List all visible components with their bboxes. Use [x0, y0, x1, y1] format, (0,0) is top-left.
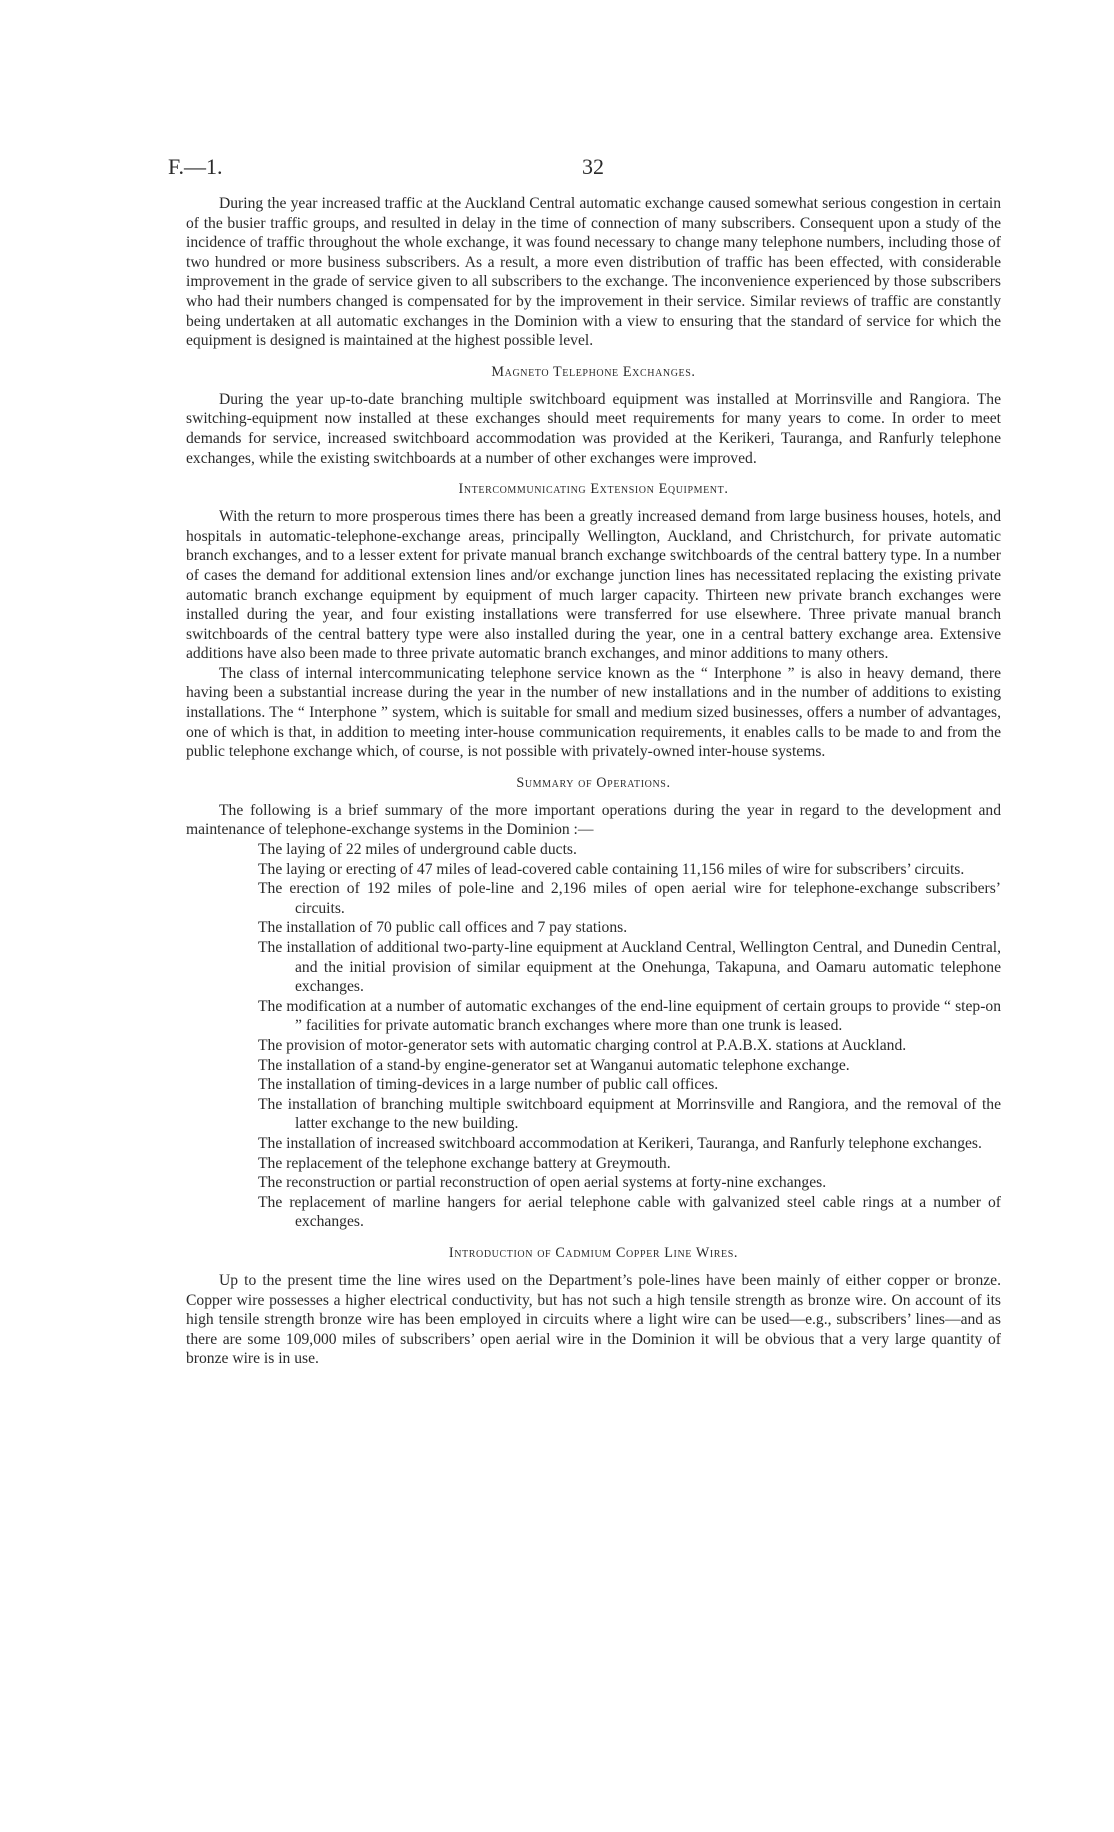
intercommunicating-paragraph-1: With the return to more prosperous times there has been a greatly increased demand from large business houses, hotels, and hospitals in automatic-telephone-exchange areas, principally Wellington, Auckland, and Christchurch, for private automatic branch exchanges, and to a lesser extent for private manual branch exchange switchboards of the central battery type. In a number of cases the demand for additional extension lines and/or exchange junction lines has necessitated replacing the existing private automatic branch exchange equipment by equipment of much larger capacity. Thirteen new private branch exchanges were installed during the year, and four existing installations were transferred for use elsewhere. Three private manual branch switchboards of the central battery type were also installed during the year, one in a central battery exchange area. Extensive additions have also been made to three private automatic branch exchanges, and minor additions to many others. [186, 508, 1001, 663]
summary-item: The replacement of the telephone exchange battery at Greymouth. [258, 1154, 671, 1172]
summary-item: The installation of timing-devices in a large number of public call offices. [258, 1076, 719, 1094]
page-header [168, 154, 1001, 194]
section-heading-intercommunicating: Intercommunicating Extension Equipment. [458, 481, 729, 498]
summary-item: The installation of 70 public call offices and 7 pay stations. [258, 919, 628, 937]
page-number: 32 [582, 154, 604, 179]
summary-item: The laying or erecting of 47 miles of lead-covered cable containing 11,156 miles of wire for subscribers’ circuits. [258, 860, 965, 878]
summary-item: The installation of a stand-by engine-generator set at Wanganui automatic telephone exchange. [258, 1056, 850, 1074]
summary-item: The reconstruction or partial reconstruction of open aerial systems at forty-nine exchanges. [258, 1174, 827, 1192]
section-heading-summary: Summary of Operations. [516, 774, 671, 791]
summary-item: The provision of motor-generator sets with automatic charging control at P.A.B.X. stations at Auckland. [258, 1036, 907, 1054]
summary-item: The erection of 192 miles of pole-line and 2,196 miles of open aerial wire for telephone-exchange subscribers’ circuits. [258, 880, 1001, 917]
summary-item: The installation of increased switchboard accommodation at Kerikeri, Tauranga, and Ranfurly telephone exchanges. [258, 1134, 982, 1152]
summary-item: The laying of 22 miles of underground cable ducts. [258, 841, 577, 859]
summary-list [186, 840, 1001, 1232]
section-heading-cadmium: Introduction of Cadmium Copper Line Wires. [448, 1244, 739, 1261]
magneto-paragraph: During the year up-to-date branching multiple switchboard equipment was installed at Morrinsville and Rangiora. The switching-equipment now installed at these exchanges should meet requirements for many years to come. In order to meet demands for service, increased switchboard accommodation was provided at the Kerikeri, Tauranga, and Ranfurly telephone exchanges, while the existing switchboards at a number of other exchanges were improved. [186, 390, 1001, 467]
summary-item: The modification at a number of automatic exchanges of the end-line equipment of certain groups to provide “ step-on ” facilities for private automatic branch exchanges where more than one trunk is leased. [258, 997, 1001, 1035]
document-page [168, 154, 1001, 1369]
section-heading-magneto: Magneto Telephone Exchanges. [491, 363, 696, 380]
cadmium-paragraph: Up to the present time the line wires used on the Department’s pole-lines have been mainly of either copper or bronze. Copper wire possesses a higher electrical conductivity, but has not such a high tensile strength as bronze wire. On account of its high tensile strength bronze wire has been employed in circuits where a light wire can be used—e.g., subscribers’ lines—and as there are some 109,000 miles of subscribers’ open aerial wire in the Dominion it will be obvious that a very large quantity of bronze wire is in use. [186, 1271, 1001, 1368]
intro-paragraph: During the year increased traffic at the Auckland Central automatic exchange caused somewhat serious congestion in certain of the busier traffic groups, and resulted in delay in the time of connection of many subscribers. Consequent upon a study of the incidence of traffic throughout the whole exchange, it was found necessary to change many telephone numbers, including those of two hundred or more business subscribers. As a result, a more even distribution of traffic has been effected, with considerable improvement in the grade of service given to all subscribers to the exchange. The inconvenience experienced by those subscribers who had their numbers changed is compensated for by the improvement in their service. Similar reviews of traffic are constantly being undertaken at all automatic exchanges in the Dominion with a view to ensuring that the standard of service for which the equipment is designed is maintained at the highest possible level. [186, 195, 1001, 350]
summary-item: The replacement of marline hangers for aerial telephone cable with galvanized steel cable rings at a number of exchanges. [258, 1193, 1001, 1231]
document-reference: F.—1. [168, 154, 223, 179]
summary-intro: The following is a brief summary of the more important operations during the year in regard to the development and maintenance of telephone-exchange systems in the Dominion :— [186, 801, 1001, 839]
summary-item: The installation of branching multiple switchboard equipment at Morrinsville and Rangiora, and the removal of the latter exchange to the new building. [258, 1095, 1001, 1133]
summary-item: The installation of additional two-party-line equipment at Auckland Central, Wellington Central, and Dunedin Central, and the initial provision of similar equipment at the Onehunga, Takapuna, and Oamaru automatic telephone exchanges. [258, 939, 1001, 996]
intercommunicating-paragraph-2: The class of internal intercommunicating telephone service known as the “ Interphone ” is also in heavy demand, there having been a substantial increase during the year in the number of new installations and in the number of additions to existing installations. The “ Interphone ” system, which is suitable for small and medium sized businesses, offers a number of advantages, one of which is that, in addition to meeting inter-house communication requirements, it enables calls to be made to and from the public telephone exchange which, of course, is not possible with privately-owned inter-house systems. [186, 664, 1001, 761]
